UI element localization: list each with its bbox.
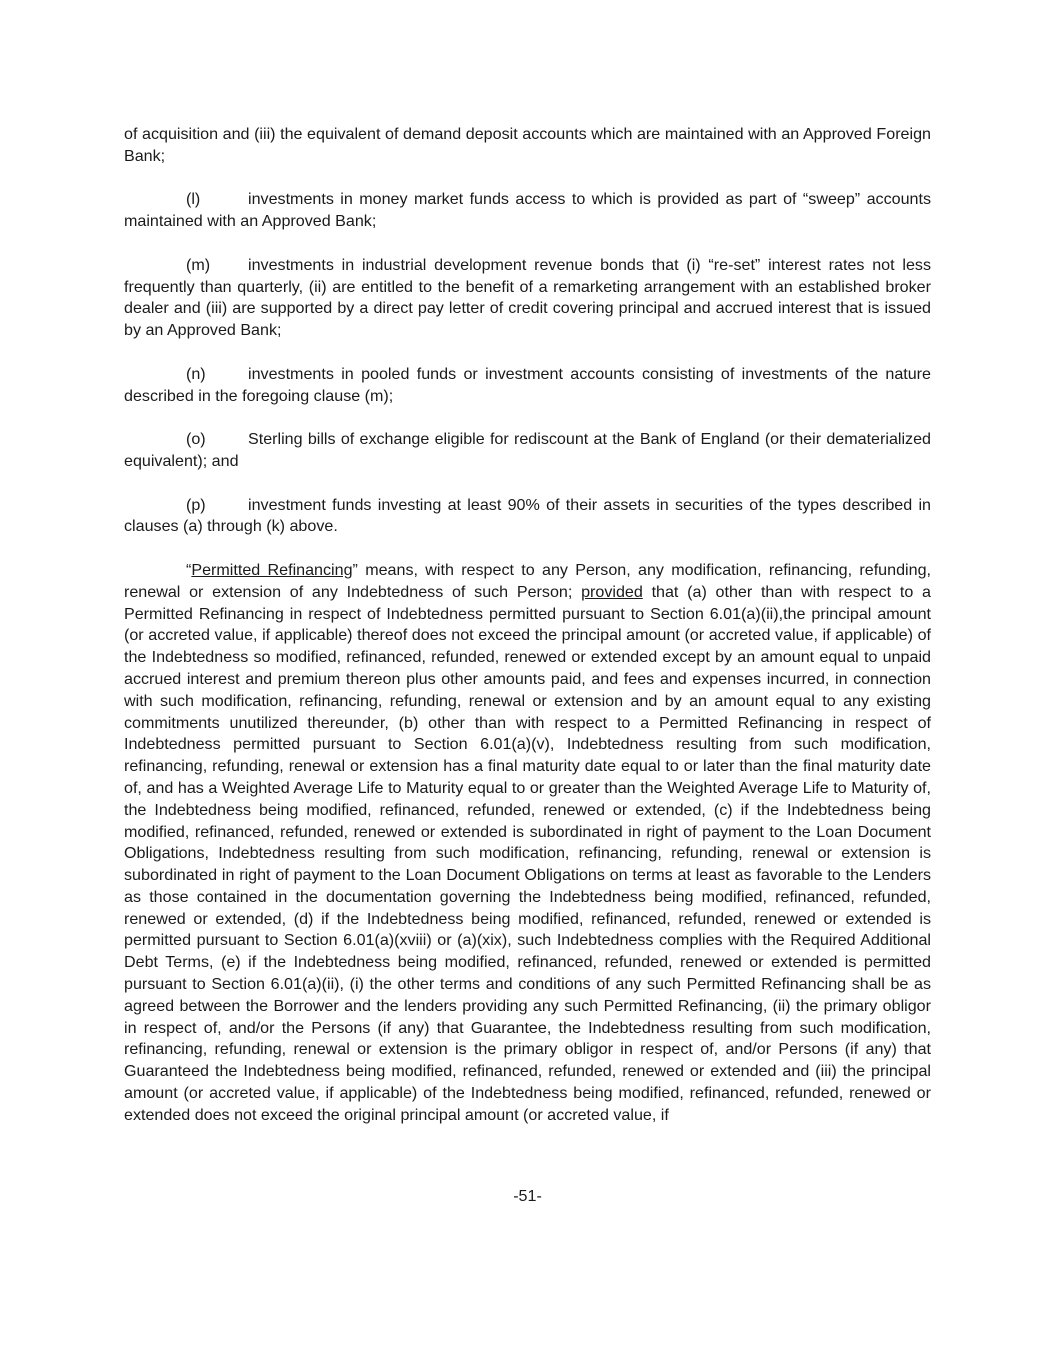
- definition-permitted-refinancing: [124, 560, 931, 1127]
- clause-m: [124, 255, 931, 342]
- clause-text: investment funds investing at least 90% of their assets in securities of the types described in clauses (a) through (k) above.: [124, 495, 931, 536]
- clause-text: investments in money market funds access to which is provided as part of “sweep” accounts maintained with an Approved Bank;: [124, 190, 931, 231]
- definition-body: that (a) other than with respect to a Permitted Refinancing in respect of Indebtedness permitted pursuant to Section 6.01(a)(ii),the principal amount (or accreted value, if applicable) thereof does not exceed the principal amount (or accreted value, if applicable) of the Indebtedness so modified, refinanced, refunded, renewed or extended except by an amount equal to unpaid accrued interest and premium thereon plus other amounts paid, and fees and expenses incurred, in connection with such modification, refinancing, refunding, renewal or extension and by an amount equal to any existing commitments unutilized thereunder, (b) other than with respect to a Permitted Refinancing in respect of Indebtedness permitted pursuant to Section 6.01(a)(v), Indebtedness resulting from such modification, refinancing, refunding, renewal or extension has a final maturity date equal to or later than the final maturity date of, and has a Weighted Average Life to Maturity equal to or greater than the Weighted Average Life to Maturity of, the Indebtedness being modified, refinanced, refunded, renewed or extended, (c) if the Indebtedness being modified, refinanced, refunded, renewed or extended is subordinated in right of payment to the Loan Document Obligations, Indebtedness resulting from such modification, refinancing, refunding, renewal or extension is subordinated in right of payment to the Loan Document Obligations on terms at least as favorable to the Lenders as those contained in the documentation governing the Indebtedness being modified, refinanced, refunded, renewed or extended, (d) if the Indebtedness being modified, refinanced, refunded, renewed or extended is permitted pursuant to Section 6.01(a)(xviii) or (a)(xix), such Indebtedness complies with the Required Additional Debt Terms, (e) if the Indebtedness being modified, refinanced, refunded, renewed or extended is permitted pursuant to Section 6.01(a)(ii), (i) the other terms and conditions of any such Permitted Refinancing shall be as agreed between the Borrower and the lenders providing any such Permitted Refinancing, (ii) the primary obligor in respect of, and/or the Persons (if any) that Guarantee, the Indebtedness resulting from such modification, refinancing, refunding, renewal or extension is the primary obligor in respect of, and/or Persons (if any) that Guaranteed the Indebtedness being modified, refinanced, refunded, renewed or extended and (iii) the principal amount (or accreted value, if applicable) of the Indebtedness being modified, refinanced, refunded, renewed or extended does not exceed the original principal amount (or accreted value, if: [124, 582, 931, 1124]
- defined-term: Permitted Refinancing: [191, 560, 353, 579]
- definition-lead: means, with respect to any Person, any modification, refinancing, refunding, renewal or extension of any Indebtedness of such Person;: [124, 560, 931, 601]
- page-number: -51-: [513, 1187, 542, 1205]
- proviso-term: provided: [581, 582, 643, 601]
- clause-label: (p): [186, 495, 206, 514]
- clause-o: [124, 429, 931, 473]
- clause-label: (o): [186, 430, 206, 449]
- intro-paragraph: of acquisition and (iii) the equivalent of demand deposit accounts which are maintained with an Approved Foreign Bank;: [124, 125, 931, 165]
- clause-text: Sterling bills of exchange eligible for rediscount at the Bank of England (or their dematerialized equivalent); and: [124, 430, 931, 470]
- clause-text: investments in pooled funds or investment accounts consisting of investments of the nature described in the foregoing clause (m);: [124, 364, 931, 405]
- clause-text: investments in industrial development revenue bonds that (i) “re-set” interest rates not less frequently than quarterly, (ii) are entitled to the benefit of a remarketing arrangement with an established broker dealer and (iii) are supported by a direct pay letter of credit covering principal and accrued interest that is issued by an Approved Bank;: [124, 255, 931, 340]
- clause-label: (l): [186, 190, 201, 209]
- document-page: [124, 124, 931, 1127]
- close-quote: ”: [352, 560, 358, 579]
- clause-n: [124, 364, 931, 408]
- clause-p: [124, 495, 931, 539]
- open-quote: “: [186, 560, 192, 579]
- clause-l: [124, 189, 931, 233]
- clause-label: (n): [186, 364, 206, 383]
- clause-label: (m): [186, 255, 211, 274]
